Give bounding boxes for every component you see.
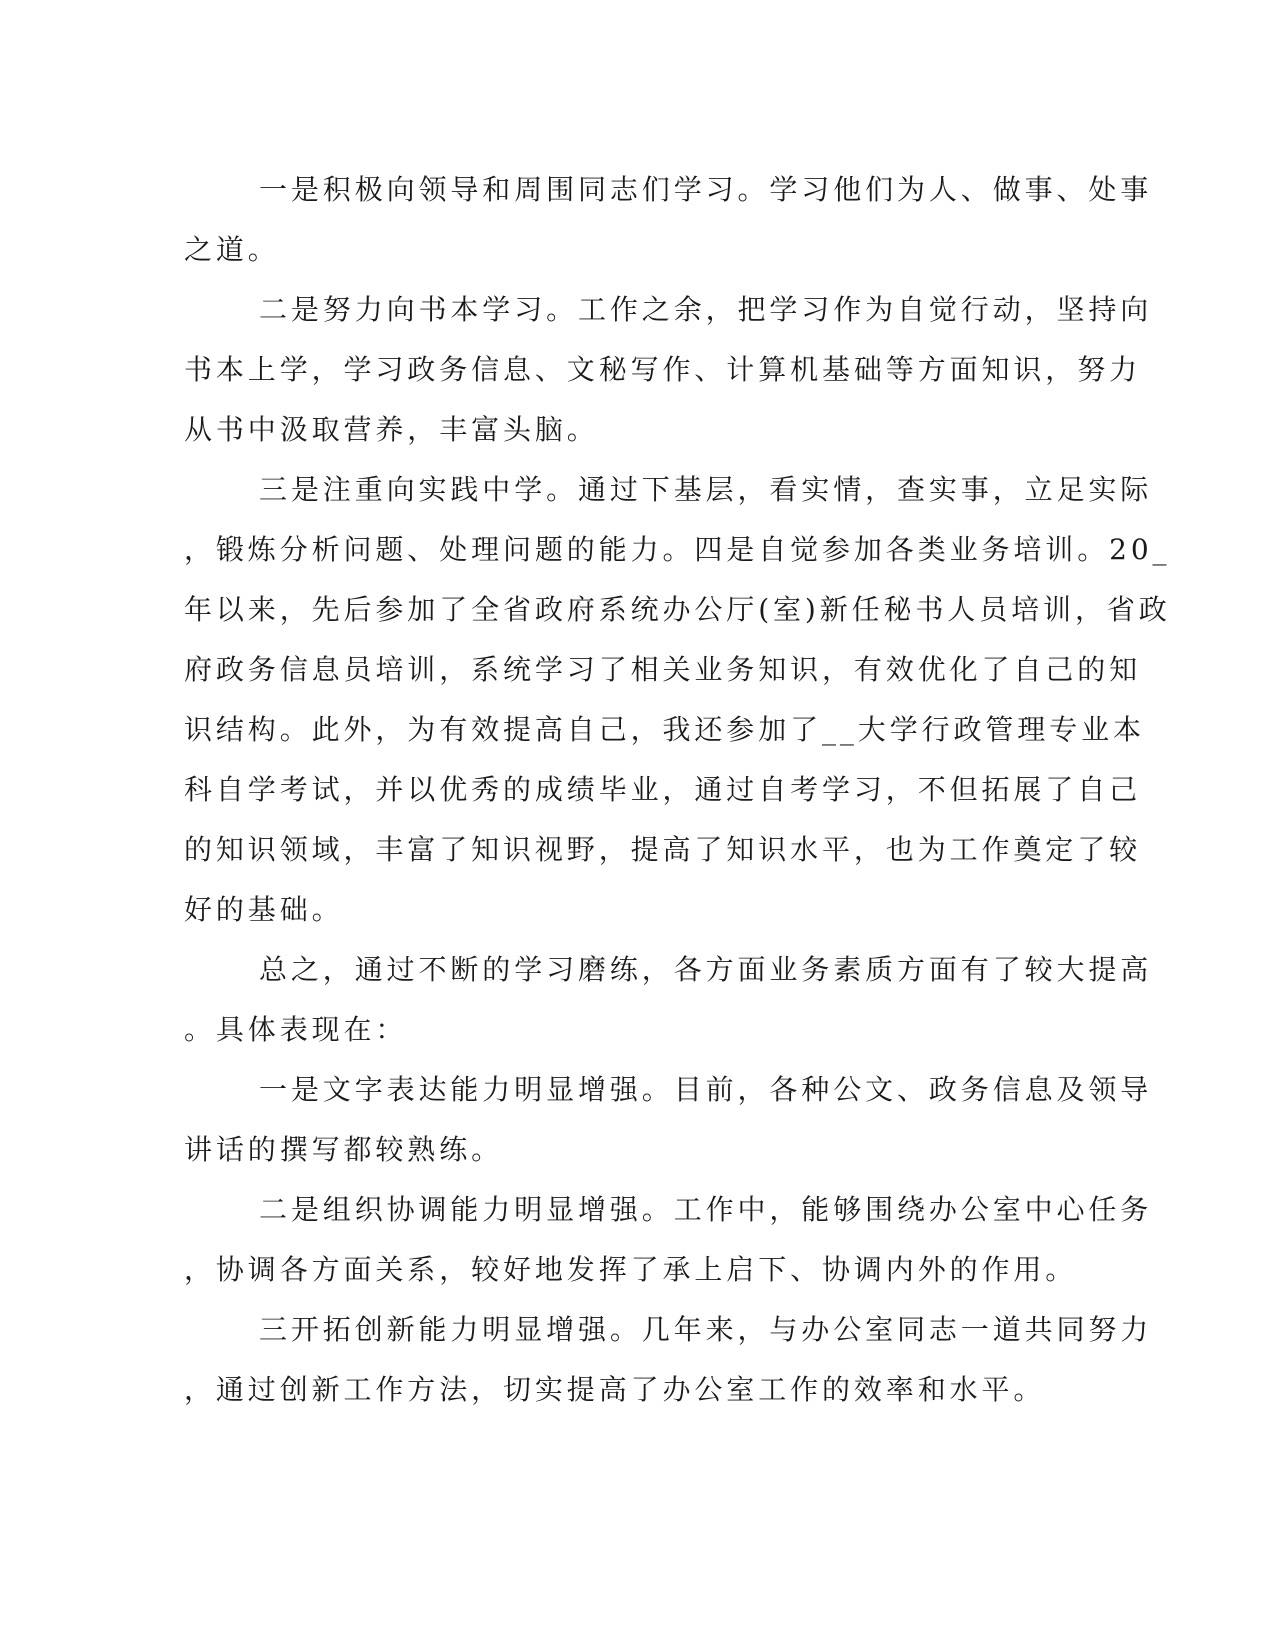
- paragraph-line: ，锻炼分析问题、处理问题的能力。四是自觉参加各类业务培训。20_: [184, 533, 1171, 566]
- paragraph-line: 好的基础。: [184, 893, 344, 926]
- paragraph-line: 一是积极向领导和周围同志们学习。学习他们为人、做事、处事: [259, 173, 1153, 206]
- paragraph-line: 一是文字表达能力明显增强。目前，各种公文、政务信息及领导: [259, 1073, 1153, 1106]
- paragraph-line: 。具体表现在：: [184, 1013, 408, 1046]
- paragraph-line: 二是努力向书本学习。工作之余，把学习作为自觉行动，坚持向: [259, 293, 1153, 326]
- paragraph-line: 之道。: [184, 233, 280, 266]
- paragraph-line: 科自学考试，并以优秀的成绩毕业，通过自考学习，不但拓展了自己: [184, 773, 1142, 806]
- paragraph-line: 三是注重向实践中学。通过下基层，看实情，查实事，立足实际: [259, 473, 1153, 506]
- paragraph-line: 讲话的撰写都较熟练。: [184, 1133, 504, 1166]
- paragraph-line: 从书中汲取营养，丰富头脑。: [184, 413, 599, 446]
- paragraph-line: 的知识领域，丰富了知识视野，提高了知识水平，也为工作奠定了较: [184, 833, 1142, 866]
- paragraph-line: 二是组织协调能力明显增强。工作中，能够围绕办公室中心任务: [259, 1193, 1153, 1226]
- paragraph-line: 识结构。此外，为有效提高自己，我还参加了__大学行政管理专业本: [184, 713, 1145, 746]
- paragraph-line: 府政务信息员培训，系统学习了相关业务知识，有效优化了自己的知: [184, 653, 1142, 686]
- paragraph-line: 年以来，先后参加了全省政府系统办公厅(室)新任秘书人员培训，省政: [184, 593, 1171, 626]
- paragraph-line: ，通过创新工作方法，切实提高了办公室工作的效率和水平。: [184, 1373, 1046, 1406]
- paragraph-line: 书本上学，学习政务信息、文秘写作、计算机基础等方面知识，努力: [184, 353, 1142, 386]
- paragraph-line: 总之，通过不断的学习磨练，各方面业务素质方面有了较大提高: [259, 953, 1153, 986]
- paragraph-line: 三开拓创新能力明显增强。几年来，与办公室同志一道共同努力: [259, 1313, 1153, 1346]
- document-body: [184, 160, 1171, 1420]
- paragraph-line: ，协调各方面关系，较好地发挥了承上启下、协调内外的作用。: [184, 1253, 1078, 1286]
